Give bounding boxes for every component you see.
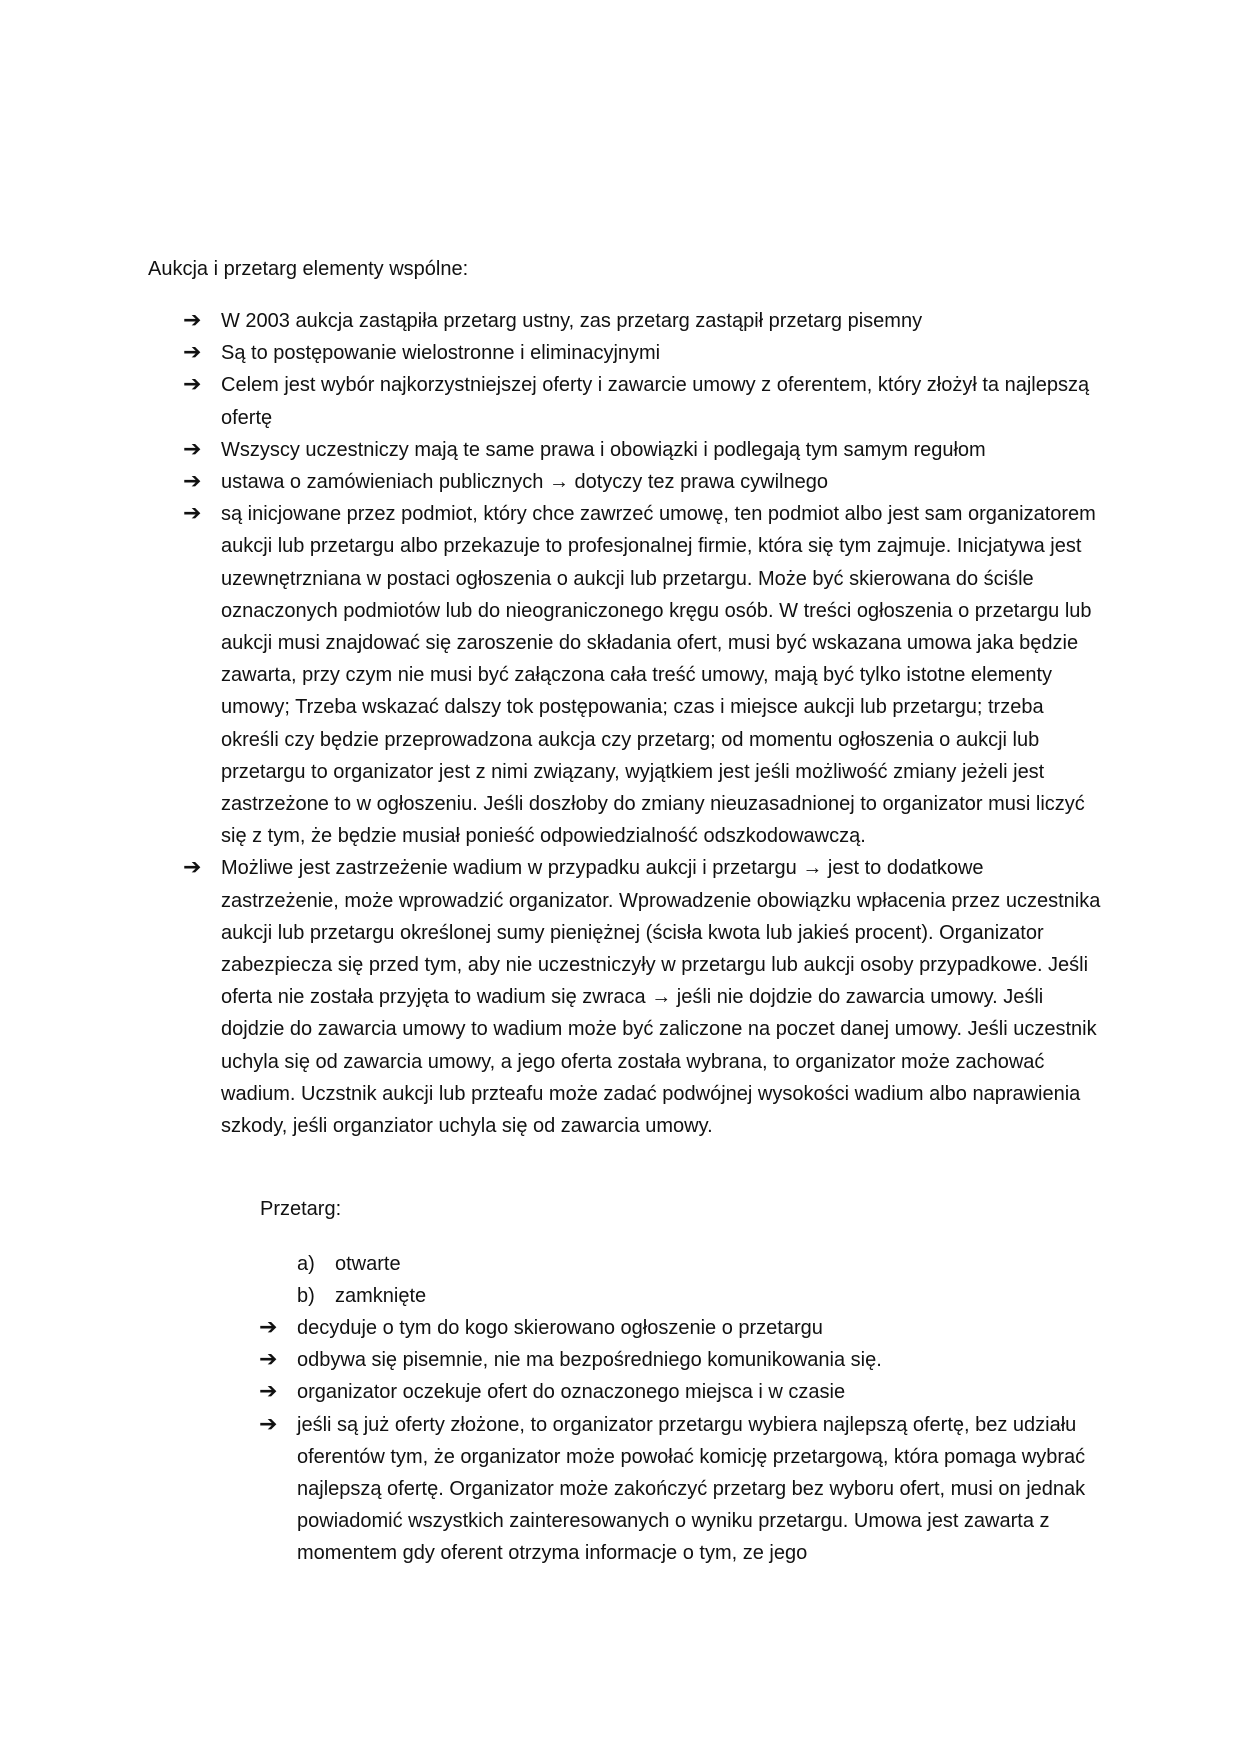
arrow-right-icon: ➔ <box>259 1347 278 1373</box>
arrow-right-icon: ➔ <box>259 1411 278 1437</box>
common-elements-list <box>183 305 1101 1142</box>
arrow-right-icon: ➔ <box>183 340 202 366</box>
list-item <box>297 1280 426 1312</box>
arrow-right-icon: ➔ <box>259 1315 278 1340</box>
list-item <box>259 1344 1097 1376</box>
list-item-text: jeśli są już oferty złożone, to organizator przetargu wybiera najlepszą ofertę, bez udziału oferentów tym, że organizator może powołać komicję przetargową, która pomaga wybrać najlepszą ofertę. Organizator może zakończyć przetarg bez wyboru ofert, musi on jednak powiadomić wszystkich zainteresowanych o wyniku przetargu. Umowa jest zawarta z momentem gdy oferent otrzyma informacje o tym, ze jego <box>297 1413 1086 1565</box>
list-item-text: otwarte <box>335 1253 401 1275</box>
list-item <box>183 852 1101 1142</box>
list-item-text: zamknięte <box>335 1285 427 1308</box>
list-marker: b) <box>297 1285 315 1308</box>
przetarg-heading: Przetarg: <box>260 1198 342 1220</box>
list-item <box>183 337 1101 369</box>
list-marker: a) <box>297 1253 315 1275</box>
list-item-text: Wszyscy uczestniczy mają te same prawa i obowiązki i podlegają tym samym regułom <box>221 438 986 461</box>
list-item-text: ustawa o zamówieniach publicznych → dotyczy tez prawa cywilnego <box>221 471 828 494</box>
list-item <box>259 1312 1097 1344</box>
list-item-text: W 2003 aukcja zastąpiła przetarg ustny, zas przetarg zastąpił przetarg pisemny <box>221 310 923 332</box>
list-item-text: Możliwe jest zastrzeżenie wadium w przypadku aukcji i przetargu → jest to dodatkowe zastrzeżenie, może wprowadzić organizator. Wprowadzenie obowiązku wpłacenia przez uczestnika aukcji lub przetargu określonej sumy pieniężnej (ścisła kwota lub jakieś procent). Organizator zabezpiecza się przed tym, aby nie uczestniczyły w przetargu lub aukcji osoby przypadkowe. Jeśli oferta nie została przyjęta to wadium się zwraca → jeśli nie dojdzie do zawarcia umowy. Jeśli dojdzie do zawarcia umowy to wadium może być zaliczone na poczet danej umowy. Jeśli uczestnik uchyla się od zawarcia umowy, a jego oferta została wybrana, to organizator może zachować wadium. Uczstnik aukcji lub przteafu może zadać podwójnej wysokości wadium albo naprawienia szkody, jeśli organziator uchyla się od zawarcia umowy. <box>221 857 1101 1138</box>
arrow-right-icon: ➔ <box>183 436 202 462</box>
section-heading: Aukcja i przetarg elementy wspólne: <box>148 258 469 280</box>
arrow-right-icon: ➔ <box>183 855 202 881</box>
list-item <box>297 1248 426 1280</box>
arrow-right-icon: ➔ <box>183 308 202 333</box>
list-item <box>183 369 1101 433</box>
arrow-right-icon: ➔ <box>259 1379 278 1405</box>
przetarg-details-list <box>259 1312 1097 1570</box>
list-item <box>259 1376 1097 1408</box>
list-item-text: odbywa się pisemnie, nie ma bezpośredniego komunikowania się. <box>297 1349 882 1372</box>
arrow-right-icon: ➔ <box>183 372 202 398</box>
list-item-text: organizator oczekuje ofert do oznaczonego miejsca i w czasie <box>297 1381 846 1404</box>
list-item <box>259 1409 1097 1570</box>
list-item-text: Celem jest wybór najkorzystniejszej oferty i zawarcie umowy z oferentem, który złożył ta najlepszą ofertę <box>221 374 1090 429</box>
przetarg-types-list <box>297 1248 426 1312</box>
list-item-text: Są to postępowanie wielostronne i eliminacyjnymi <box>221 342 661 365</box>
list-item <box>183 466 1101 498</box>
list-item-text: są inicjowane przez podmiot, który chce zawrzeć umowę, ten podmiot albo jest sam organizatorem aukcji lub przetargu albo przekazuje to profesjonalnej firmie, która się tym zajmuje. Inicjatywa jest uzewnętrzniana w postaci ogłoszenia o aukcji lub przetargu. Może być skierowana do ściśle oznaczonych podmiotów lub do nieograniczonego kręgu osób. W treści ogłoszenia o przetargu lub aukcji musi znajdować się zaroszenie do składania ofert, musi być wskazana umowa jaka będzie zawarta, przy czym nie musi być załączona cała treść umowy, mają być tylko istotne elementy umowy; Trzeba wskazać dalszy tok postępowania; czas i miejsce aukcji lub przetargu; trzeba określi czy będzie przeprowadzona aukcja czy przetarg; od momentu ogłoszenia o aukcji lub przetargu to organizator jest z nimi związany, wyjątkiem jest jeśli możliwość zmiany jeżeli jest zastrzeżone to w ogłoszeniu. Jeśli doszłoby do zmiany nieuzasadnionej to organizator musi liczyć się z tym, że będzie musiał ponieść odpowiedzialność odszkodowawczą. <box>221 503 1096 848</box>
arrow-right-icon: ➔ <box>183 501 202 527</box>
list-item <box>183 305 1101 337</box>
list-item <box>183 434 1101 466</box>
arrow-right-icon: ➔ <box>183 469 202 495</box>
list-item <box>183 498 1101 852</box>
list-item-text: decyduje o tym do kogo skierowano ogłoszenie o przetargu <box>297 1317 823 1339</box>
